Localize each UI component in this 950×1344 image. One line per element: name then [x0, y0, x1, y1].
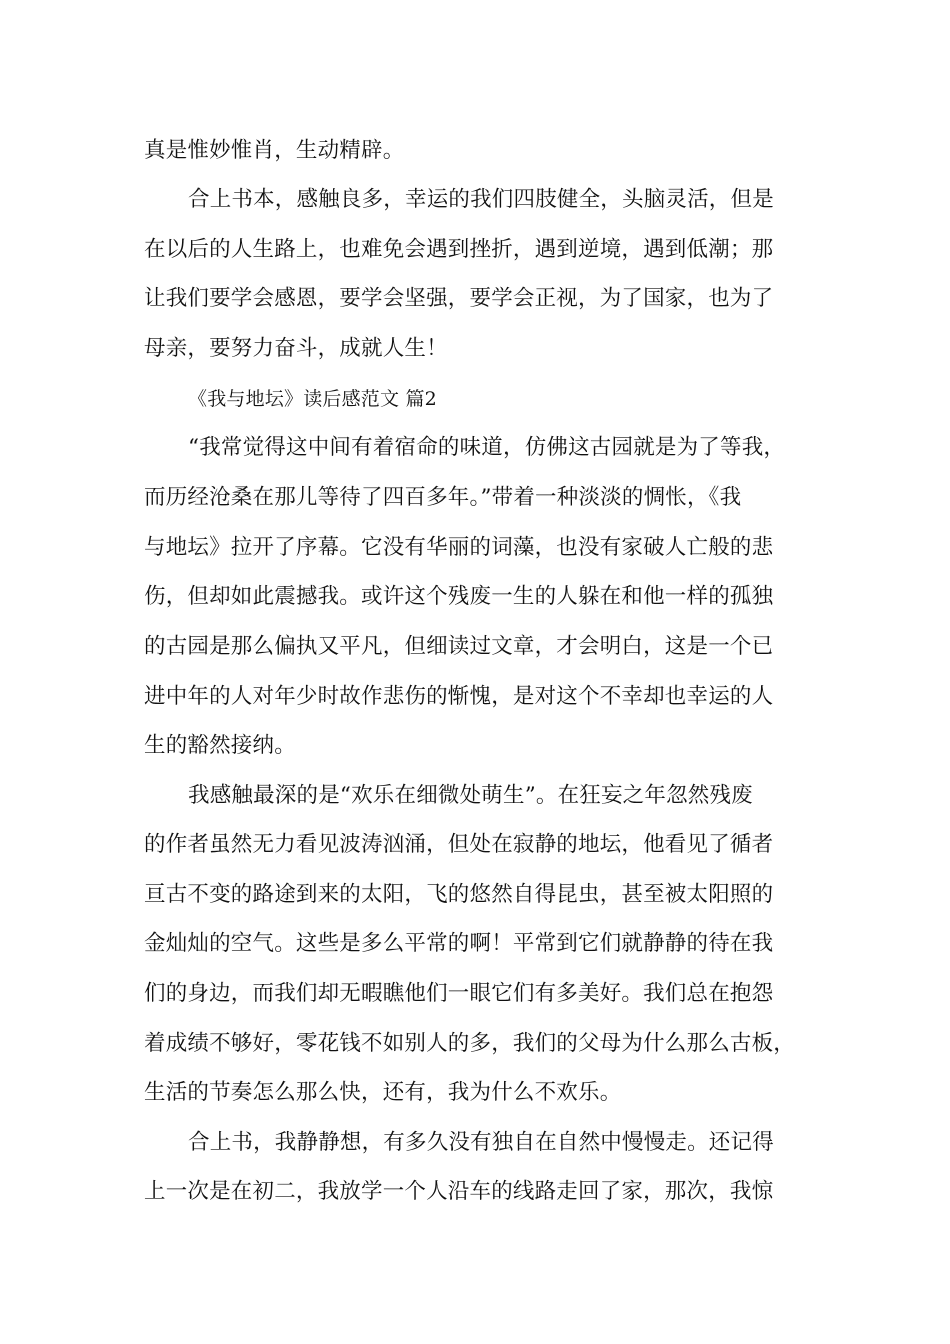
text-line: 母亲，要努力奋斗，成就人生！: [144, 336, 448, 361]
text-line: 在以后的人生路上，也难免会遇到挫折，遇到逆境，遇到低潮；那: [144, 237, 774, 262]
text-line: 生的豁然接纳。: [144, 733, 296, 758]
section-title: 《我与地坛》读后感范文 篇2: [188, 388, 437, 410]
text-line: 们的身边，而我们却无暇瞧他们一眼它们有多美好。我们总在抱怨: [144, 981, 774, 1006]
text-line: 金灿灿的空气。这些是多么平常的啊！平常到它们就静静的待在我: [144, 931, 774, 956]
text-line: 合上书，我静静想，有多久没有独自在自然中慢慢走。还记得: [188, 1130, 774, 1155]
text-line: “我常觉得这中间有着宿命的味道，仿佛这古园就是为了等我，: [188, 435, 786, 460]
text-line: 我感触最深的是“欢乐在细微处萌生”。在狂妄之年忽然残废: [188, 783, 753, 808]
text-line: 伤，但却如此震撼我。或许这个残废一生的人躲在和他一样的孤独: [144, 584, 774, 609]
text-line: 上一次是在初二，我放学一个人沿车的线路走回了家，那次，我惊: [144, 1179, 774, 1204]
text-line: 的古园是那么偏执又平凡，但细读过文章，才会明白，这是一个已: [144, 634, 774, 659]
text-line: 生活的节奏怎么那么快，还有，我为什么不欢乐。: [144, 1080, 622, 1105]
text-line: 让我们要学会感恩，要学会坚强，要学会正视，为了国家，也为了: [144, 286, 774, 311]
text-line: 与地坛》拉开了序幕。它没有华丽的词藻，也没有家破人亡般的悲: [144, 535, 774, 560]
text-line: 合上书本，感触良多，幸运的我们四肢健全，头脑灵活，但是: [188, 187, 774, 212]
text-line: 而历经沧桑在那儿等待了四百多年。”带着一种淡淡的惆怅，《我: [144, 485, 742, 510]
text-line: 进中年的人对年少时故作悲伤的惭愧，是对这个不幸却也幸运的人: [144, 684, 774, 709]
text-line: 真是惟妙惟肖，生动精辟。: [144, 138, 405, 163]
text-line: 的作者虽然无力看见波涛汹涌，但处在寂静的地坛，他看见了循者: [144, 832, 774, 857]
text-line: 着成绩不够好，零花钱不如别人的多，我们的父母为什么那么古板，: [144, 1031, 796, 1056]
text-line: 亘古不变的路途到来的太阳，飞的悠然自得昆虫，甚至被太阳照的: [144, 882, 774, 907]
